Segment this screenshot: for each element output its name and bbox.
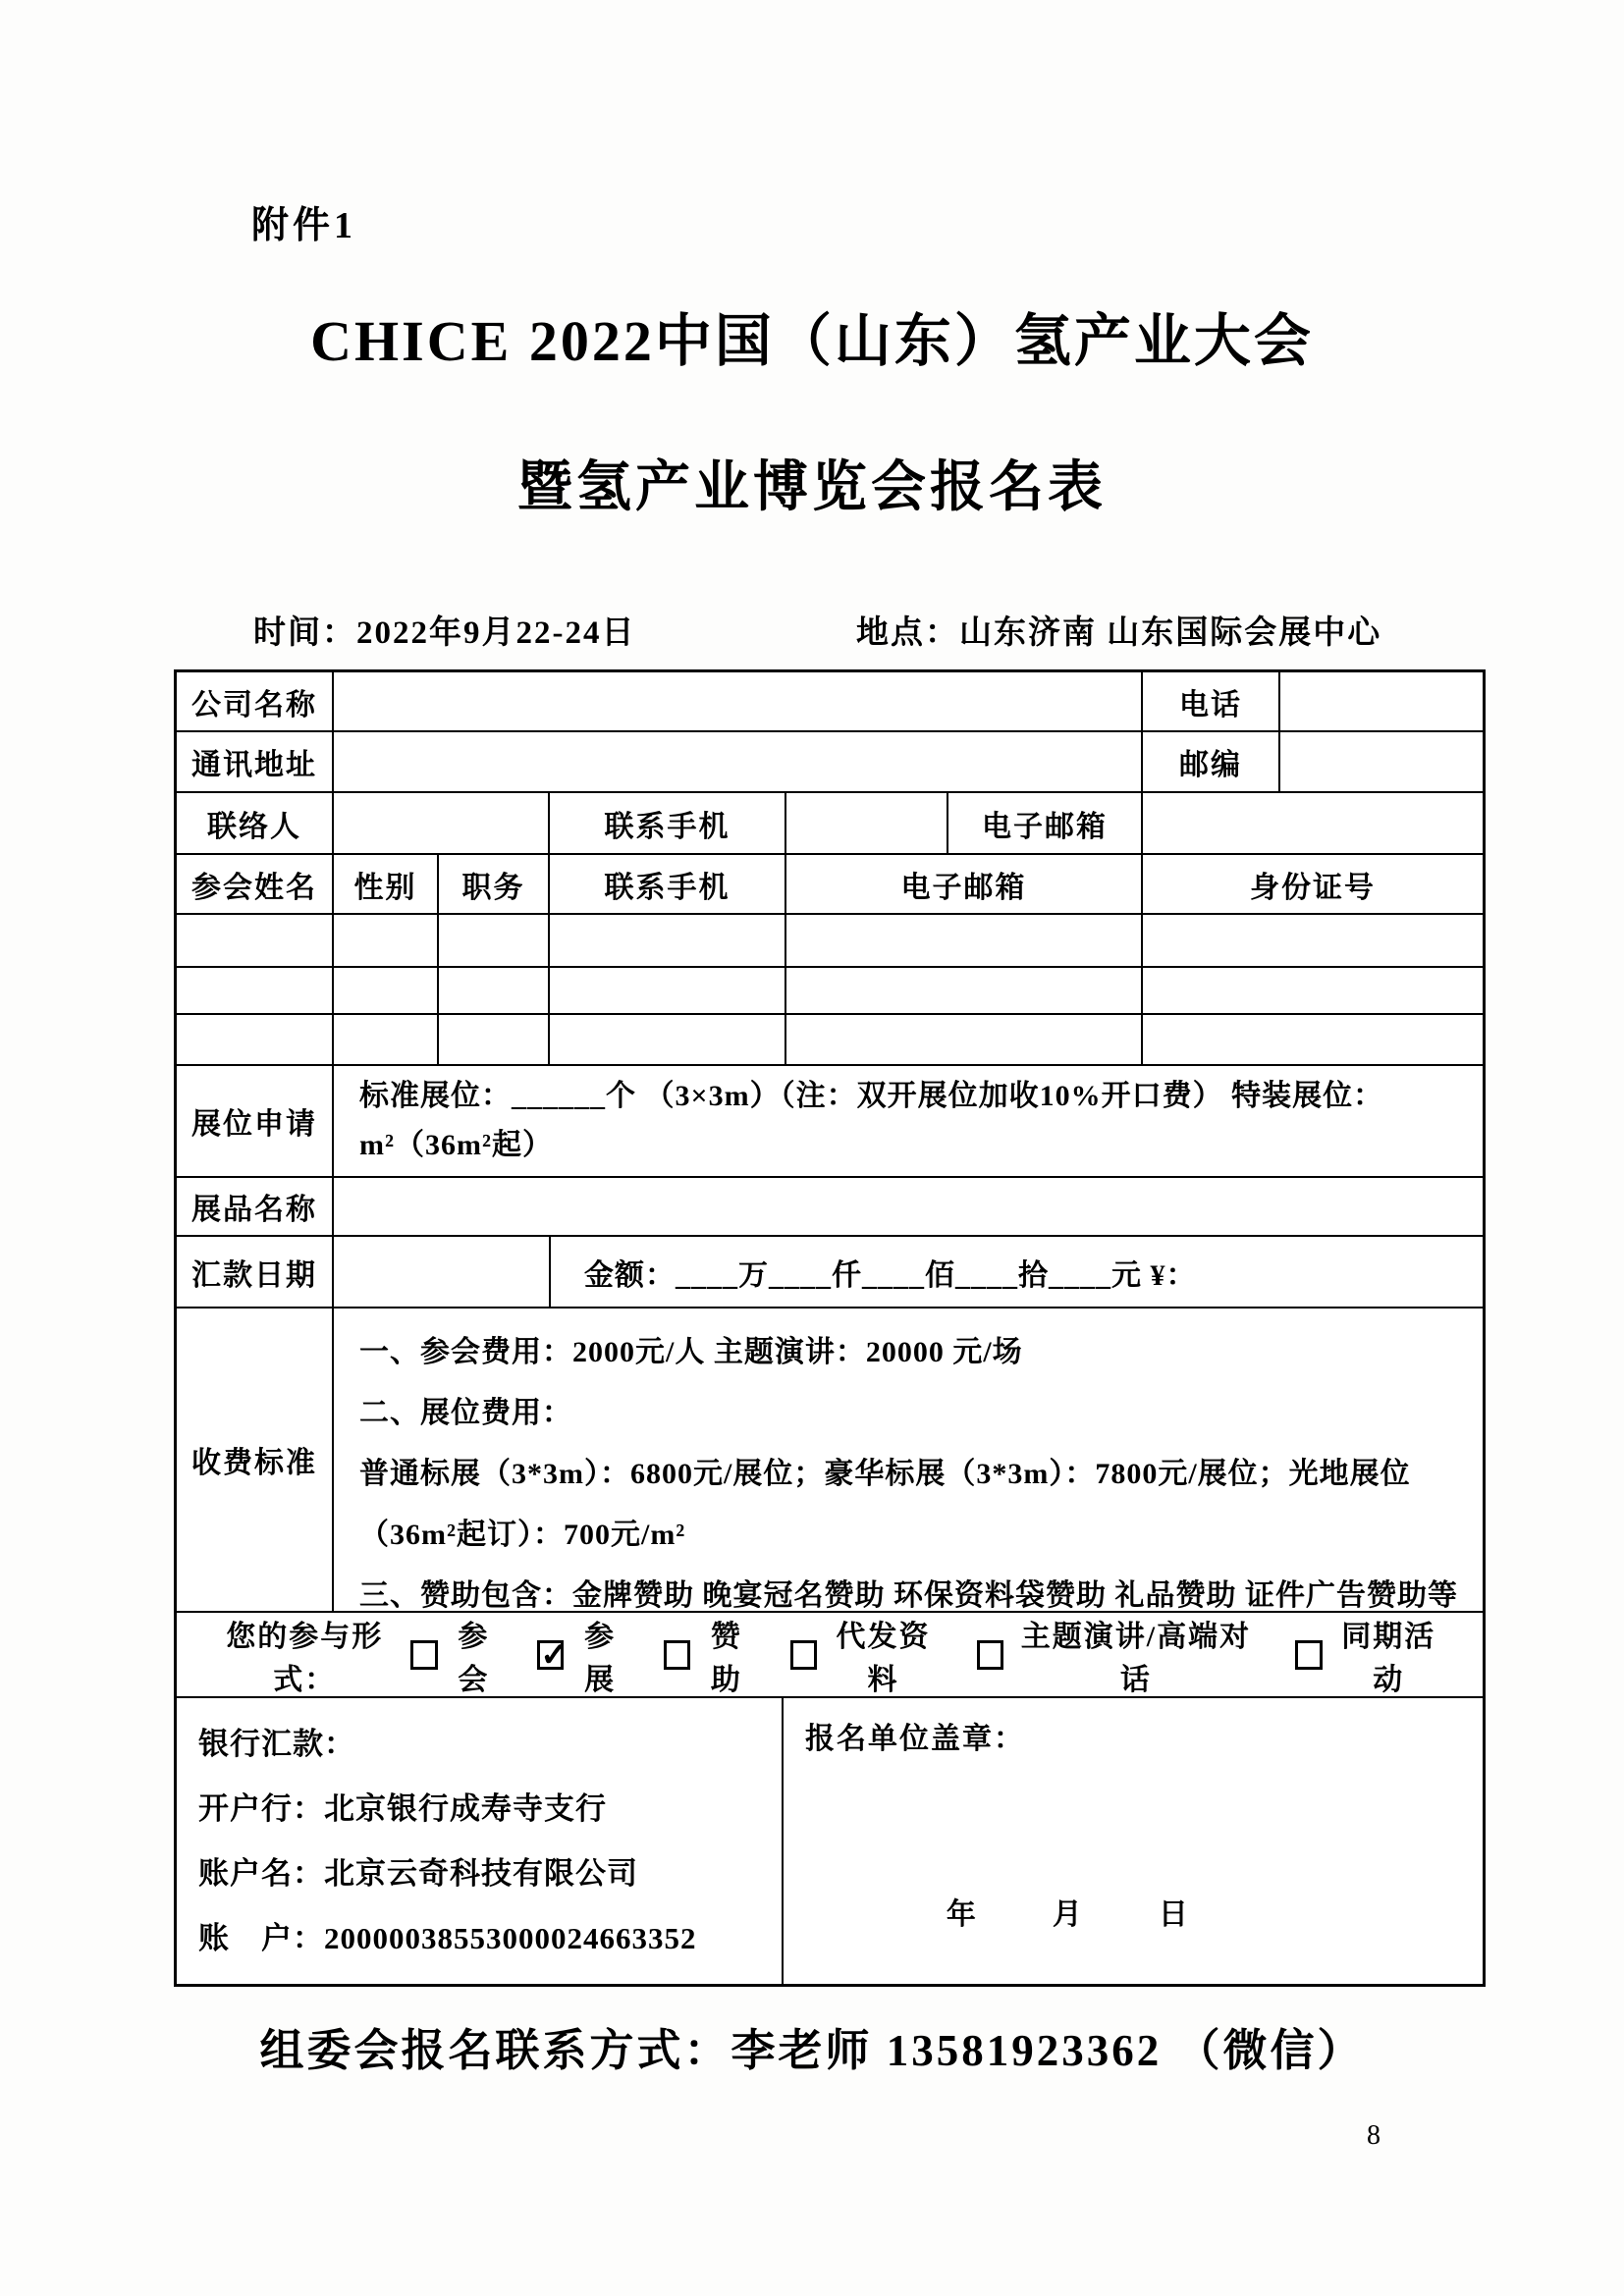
stamp-label: 报名单位盖章： <box>805 1723 1025 1755</box>
phone-label: 电话 <box>1143 672 1280 730</box>
contact-name-field[interactable] <box>334 793 550 853</box>
sponsor-checkbox-icon[interactable] <box>664 1640 690 1670</box>
contact-email-label: 电子邮箱 <box>948 793 1143 853</box>
fees-label: 收费标准 <box>177 1308 334 1611</box>
option-materials-label: 代发资料 <box>836 1620 931 1696</box>
stamp-area[interactable] <box>784 1698 1483 1984</box>
company-name-field[interactable] <box>334 672 1143 730</box>
materials-checkbox-icon[interactable] <box>790 1640 817 1670</box>
phone-field[interactable] <box>1280 672 1483 730</box>
bank-info <box>177 1698 784 1984</box>
fees-line-2: 二、展位费用： <box>359 1397 572 1429</box>
participation-prefix: 您的参与形式： <box>226 1620 384 1696</box>
option-sponsor-label: 赞助 <box>710 1620 742 1696</box>
attendee-row-1 <box>177 915 1483 968</box>
zip-label: 邮编 <box>1143 732 1280 791</box>
address-field[interactable] <box>334 732 1143 791</box>
option-side-events-label: 同期活动 <box>1341 1620 1436 1696</box>
attendee1-id-field[interactable] <box>1143 915 1483 966</box>
attendee-row-3 <box>177 1015 1483 1066</box>
booth-label: 展位申请 <box>177 1066 334 1176</box>
attendee-row-2 <box>177 968 1483 1015</box>
exhibit-label: 展品名称 <box>177 1178 334 1235</box>
attendee2-gender-field[interactable] <box>334 968 439 1013</box>
page-title: CHICE 2022中国（山东）氢产业大会 <box>310 309 1314 373</box>
option-attend[interactable] <box>410 1613 504 1696</box>
attendee1-email-field[interactable] <box>786 915 1143 966</box>
attendee-title-header: 职务 <box>439 855 550 913</box>
attendee-name-header: 参会姓名 <box>177 855 334 913</box>
zip-field[interactable] <box>1280 732 1483 791</box>
event-time: 时间：2022年9月22-24日 <box>253 615 636 651</box>
attendee2-email-field[interactable] <box>786 968 1143 1013</box>
attendee1-mobile-field[interactable] <box>550 915 786 966</box>
attendee-id-header: 身份证号 <box>1250 871 1376 904</box>
fees-line-3: 普通标展（3*3m）：6800元/展位；豪华标展（3*3m）：7800元/展位；光地展位（36m²起订）：700元/m² <box>359 1458 1411 1551</box>
address-label: 通讯地址 <box>177 732 334 791</box>
attendee1-gender-field[interactable] <box>334 915 439 966</box>
row-attendee-header <box>177 855 1483 915</box>
exhibit-field[interactable] <box>334 1178 1483 1235</box>
side-events-checkbox-icon[interactable] <box>1295 1640 1322 1670</box>
committee-contact: 组委会报名联系方式：李老师 13581923362 （微信） <box>259 2026 1365 2075</box>
row-company <box>177 672 1483 732</box>
option-side-events[interactable] <box>1295 1613 1449 1696</box>
attendee-email-header: 电子邮箱 <box>786 855 1143 913</box>
contact-mobile-field[interactable] <box>786 793 948 853</box>
contact-email-field[interactable] <box>1143 793 1483 853</box>
bank-account-name: 账户名：北京云奇科技有限公司 <box>198 1856 638 1891</box>
attend-checkbox-icon[interactable] <box>410 1640 437 1670</box>
attendee2-mobile-field[interactable] <box>550 968 786 1013</box>
attachment-label: 附件1 <box>251 205 357 246</box>
attendee3-title-field[interactable] <box>439 1015 550 1064</box>
attendee1-name-field[interactable] <box>177 915 334 966</box>
option-exhibit[interactable] <box>537 1613 630 1696</box>
option-exhibit-label: 参展 <box>584 1620 617 1696</box>
event-venue: 地点：山东济南 山东国际会展中心 <box>856 615 1382 651</box>
attendee2-title-field[interactable] <box>439 968 550 1013</box>
attendee-gender-header: 性别 <box>334 855 439 913</box>
attendee-mobile-header: 联系手机 <box>550 855 786 913</box>
attendee2-id-field[interactable] <box>1143 968 1483 1013</box>
remit-date-label: 汇款日期 <box>177 1237 334 1307</box>
option-speech[interactable] <box>977 1613 1262 1696</box>
attendee3-name-field[interactable] <box>177 1015 334 1064</box>
company-name-label: 公司名称 <box>177 672 334 730</box>
option-speech-label: 主题演讲/高端对话 <box>1020 1620 1252 1696</box>
speech-checkbox-icon[interactable] <box>977 1640 1003 1670</box>
attendee2-name-field[interactable] <box>177 968 334 1013</box>
attendee1-title-field[interactable] <box>439 915 550 966</box>
bank-account-number: 账 户：20000038553000024663352 <box>198 1921 697 1955</box>
row-contact <box>177 793 1483 855</box>
row-exhibit <box>177 1178 1483 1237</box>
fees-line-4: 三、赞助包含：金牌赞助 晚宴冠名赞助 环保资料袋赞助 礼品赞助 证件广告赞助等 <box>359 1579 1458 1611</box>
page-number: 8 <box>1367 2120 1380 2151</box>
row-bank <box>177 1698 1483 1984</box>
remit-amount-field[interactable]: 金额：____万____仟____佰____拾____元 ¥： <box>584 1258 1197 1292</box>
booth-detail-field[interactable] <box>334 1066 1483 1176</box>
page-subtitle: 暨氢产业博览会报名表 <box>517 457 1107 518</box>
row-remittance <box>177 1237 1483 1308</box>
attendee3-email-field[interactable] <box>786 1015 1143 1064</box>
fees-line-1: 一、参会费用：2000元/人 主题演讲：20000 元/场 <box>359 1336 1023 1368</box>
option-attend-label: 参会 <box>458 1620 490 1696</box>
participation-row <box>177 1613 1483 1696</box>
remit-date-field[interactable] <box>334 1237 551 1307</box>
stamp-date-line: 年 月 日 <box>946 1898 1194 1931</box>
registration-table <box>174 669 1486 1987</box>
booth-line-2: m²（36m²起） <box>359 1129 553 1161</box>
attendee3-gender-field[interactable] <box>334 1015 439 1064</box>
booth-line-1: 标准展位：______个 （3×3m）（注：双开展位加收10%开口费） 特装展位： <box>359 1080 1384 1112</box>
option-materials[interactable] <box>790 1613 945 1696</box>
contact-mobile-label: 联系手机 <box>550 793 786 853</box>
row-participation <box>177 1613 1483 1698</box>
bank-branch: 开户行：北京银行成寿寺支行 <box>198 1791 607 1826</box>
fees-detail <box>334 1308 1483 1611</box>
bank-remit-heading: 银行汇款： <box>198 1727 355 1761</box>
exhibit-checkbox-icon[interactable] <box>537 1640 564 1670</box>
contact-label: 联络人 <box>177 793 334 853</box>
attendee3-mobile-field[interactable] <box>550 1015 786 1064</box>
row-booth <box>177 1066 1483 1178</box>
option-sponsor[interactable] <box>664 1613 757 1696</box>
row-fees <box>177 1308 1483 1613</box>
attendee3-id-field[interactable] <box>1143 1015 1483 1064</box>
row-address <box>177 732 1483 793</box>
